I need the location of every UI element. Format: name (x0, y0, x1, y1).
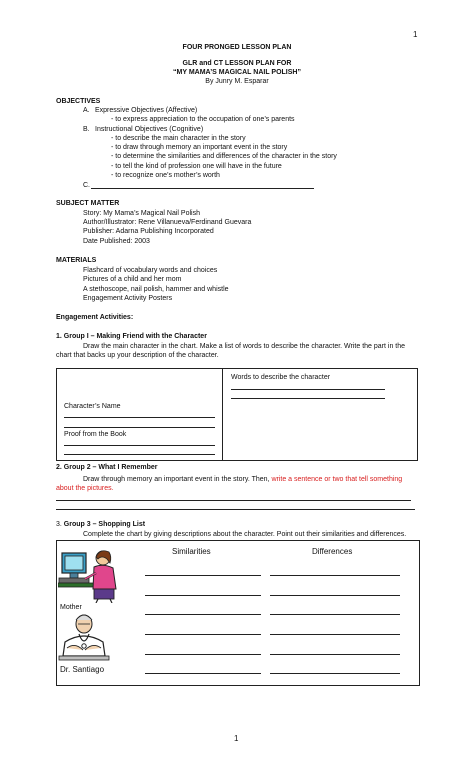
objective-a-text: Expressive Objectives (Affective) (95, 107, 198, 114)
objective-b-item: - to tell the kind of profession one will have in the future (111, 163, 282, 170)
page-number-bottom: 1 (234, 734, 239, 743)
materials-line: Flashcard of vocabulary words and choices (83, 267, 218, 274)
group1-instruction-line1: Draw the main character in the chart. Make a list of words to describe the character. Write the part in the (83, 343, 406, 350)
objective-b-item: - to describe the main character in the story (111, 135, 246, 142)
words-blank[interactable] (231, 389, 385, 390)
character-name-blank[interactable] (64, 427, 215, 428)
differences-header: Differences (312, 547, 353, 556)
group3-number: 3. (56, 521, 62, 528)
differences-blank[interactable] (270, 654, 400, 655)
objective-a-item: - to express appreciation to the occupation of one’s parents (111, 116, 295, 123)
group2-title: 2. Group 2 – What I Remember (56, 464, 158, 471)
proof-blank[interactable] (64, 445, 215, 446)
group3-title-text: Group 3 – Shopping List (63, 521, 146, 528)
similarities-blank[interactable] (145, 575, 261, 576)
similarities-blank[interactable] (145, 634, 261, 635)
objective-c-label: C. (83, 182, 90, 189)
proof-blank[interactable] (64, 454, 215, 455)
materials-line: A stethoscope, nail polish, hammer and whistle (83, 286, 229, 293)
page-number-top: 1 (413, 30, 418, 39)
similarities-blank[interactable] (145, 595, 261, 596)
doctor-illustration (57, 612, 113, 662)
materials-line: Engagement Activity Posters (83, 295, 173, 302)
subject-matter-line: Date Published: 2003 (83, 238, 150, 245)
words-label: Words to describe the character (231, 374, 331, 381)
subject-matter-line: Story: My Mama’s Magical Nail Polish (83, 210, 200, 217)
group1-title: 1. Group I – Making Friend with the Character (56, 333, 207, 340)
mother-computer-illustration (58, 547, 124, 603)
document-title: FOUR PRONGED LESSON PLAN (182, 44, 292, 51)
objective-b-text: Instructional Objectives (Cognitive) (95, 126, 204, 133)
subject-matter-line: Author/Illustrator: Rene Villanueva/Ferdinand Guevara (83, 219, 252, 226)
engagement-heading: Engagement Activities: (56, 314, 134, 321)
objectives-heading: OBJECTIVES (56, 98, 101, 105)
group2-instruction-red-line2: about the pictures. (56, 485, 114, 492)
differences-blank[interactable] (270, 614, 400, 615)
doctor-label: Dr. Santiago (60, 665, 105, 674)
materials-line: Pictures of a child and her mom (83, 276, 182, 283)
subject-matter-heading: SUBJECT MATTER (56, 200, 120, 207)
group2-instruction-red: write a sentence or two that tell something (271, 476, 403, 483)
group2-answer-blank[interactable] (56, 509, 415, 510)
group2-answer-blank[interactable] (56, 500, 411, 501)
differences-blank[interactable] (270, 595, 400, 596)
similarities-blank[interactable] (145, 614, 261, 615)
objective-b-label: B. (83, 126, 90, 133)
subject-matter-line: Publisher: Adarna Publishing Incorporated (83, 228, 214, 235)
character-name-label: Character’s Name (64, 403, 121, 410)
objective-a-label: A. (83, 107, 90, 114)
group2-instruction-text: Draw through memory an important event in the story. Then, (83, 476, 272, 483)
story-title: “MY MAMA’S MAGICAL NAIL POLISH” (173, 69, 301, 76)
objective-c-blank (91, 188, 314, 189)
similarities-blank[interactable] (145, 673, 261, 674)
author-line: By Junry M. Esparar (205, 78, 269, 85)
character-chart-divider (222, 368, 223, 460)
differences-blank[interactable] (270, 673, 400, 674)
character-name-blank[interactable] (64, 417, 215, 418)
group2-instruction (83, 475, 402, 484)
mother-label: Mother (60, 604, 82, 611)
document-subtitle: GLR and CT LESSON PLAN FOR (182, 60, 292, 67)
group3-title (56, 520, 145, 529)
objective-b-item: - to recognize one’s mother’s worth (111, 172, 220, 179)
objective-b-item: - to draw through memory an important event in the story (111, 144, 288, 151)
words-blank[interactable] (231, 398, 385, 399)
objective-b-item: - to determine the similarities and differences of the character in the story (111, 153, 337, 160)
proof-label: Proof from the Book (64, 431, 127, 438)
similarities-blank[interactable] (145, 654, 261, 655)
differences-blank[interactable] (270, 575, 400, 576)
group3-instruction: Complete the chart by giving descriptions about the character. Point out their similarities and differences. (83, 531, 407, 538)
similarities-header: Similarities (172, 547, 211, 556)
differences-blank[interactable] (270, 634, 400, 635)
group1-instruction-line2: chart that backs up your description of the character. (56, 352, 219, 359)
materials-heading: MATERIALS (56, 257, 97, 264)
